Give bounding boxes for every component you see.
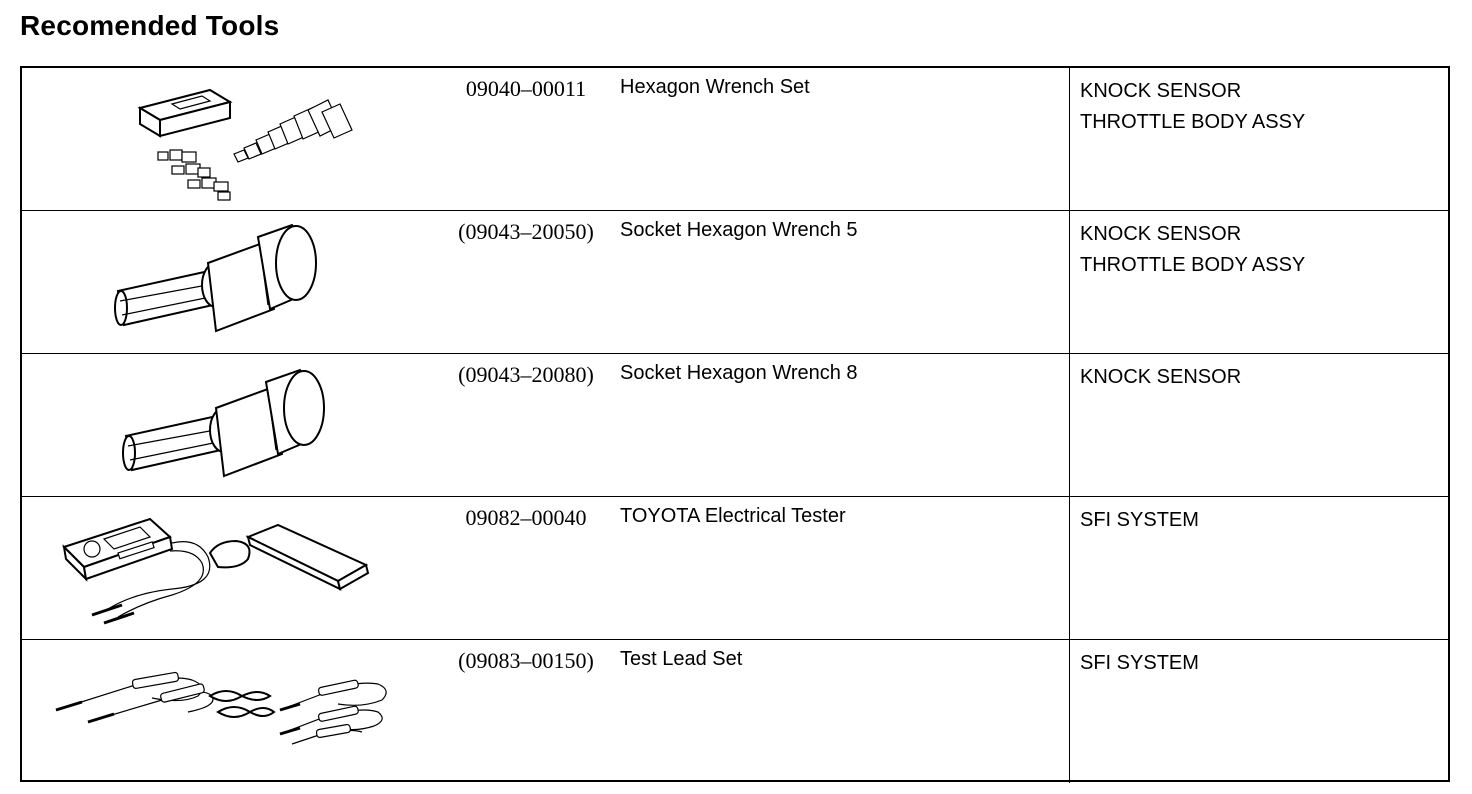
socket-hexagon-wrench-illustration [22, 211, 432, 354]
tool-name: Hexagon Wrench Set [620, 76, 810, 98]
part-number: (09043–20080) [458, 362, 594, 387]
table-row [22, 640, 1448, 783]
column-divider [1069, 354, 1070, 496]
socket-hexagon-wrench-illustration [22, 354, 432, 497]
tool-name: Test Lead Set [620, 648, 743, 670]
part-number: (09083–00150) [458, 648, 594, 673]
table-row [22, 354, 1448, 497]
table-row [22, 497, 1448, 640]
hexagon-wrench-set-illustration [22, 68, 432, 211]
usage-list [1080, 505, 1199, 536]
part-number: (09043–20050) [458, 219, 594, 244]
usage-item: KNOCK SENSOR [1080, 366, 1242, 388]
column-divider [1069, 68, 1070, 210]
usage-item: SFI SYSTEM [1080, 509, 1199, 531]
usage-list [1080, 648, 1199, 679]
usage-list [1080, 76, 1305, 138]
test-lead-set-illustration [22, 640, 432, 783]
usage-item: THROTTLE BODY ASSY [1080, 254, 1306, 276]
tools-table [20, 66, 1450, 782]
table-row [22, 68, 1448, 211]
column-divider [1069, 497, 1070, 639]
column-divider [1069, 640, 1070, 783]
usage-item: THROTTLE BODY ASSY [1080, 111, 1306, 133]
electrical-tester-illustration [22, 497, 432, 640]
usage-item: KNOCK SENSOR [1080, 80, 1242, 102]
page-title: Recomended Tools [20, 10, 280, 41]
usage-item: SFI SYSTEM [1080, 652, 1199, 674]
usage-item: KNOCK SENSOR [1080, 223, 1242, 245]
tool-name: Socket Hexagon Wrench 8 [620, 362, 858, 384]
usage-list [1080, 362, 1241, 393]
part-number: 09082–00040 [465, 505, 587, 530]
tool-name: Socket Hexagon Wrench 5 [620, 219, 858, 241]
part-number: 09040–00011 [465, 76, 587, 101]
column-divider [1069, 211, 1070, 353]
tool-name: TOYOTA Electrical Tester [620, 505, 846, 527]
usage-list [1080, 219, 1305, 281]
table-row [22, 211, 1448, 354]
